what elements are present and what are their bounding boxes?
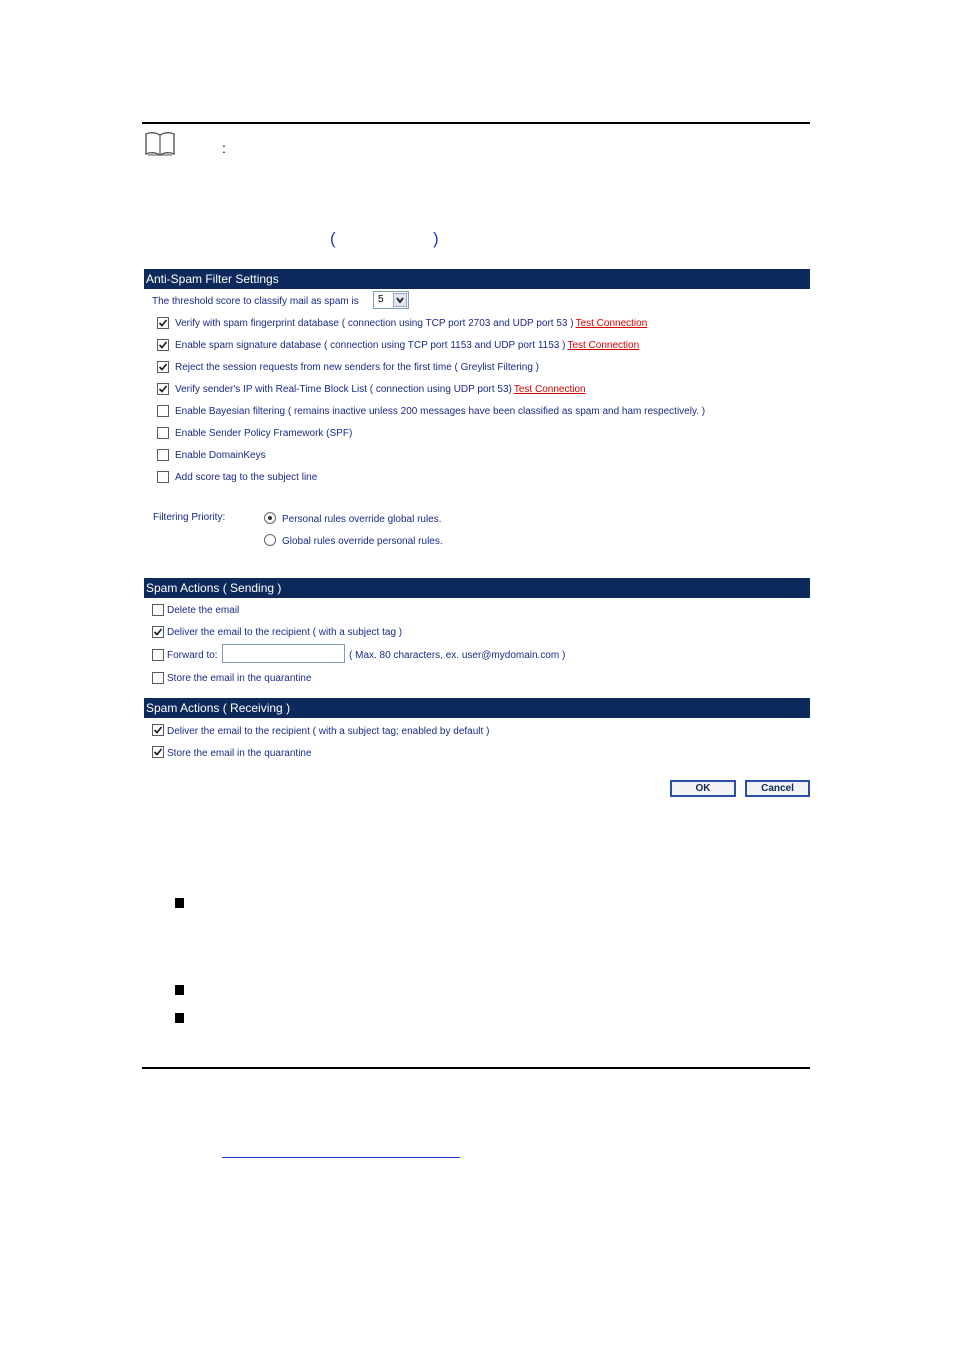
filter-option-text: Reject the session requests from new senders for the first time ( Greylist Filtering ) bbox=[175, 362, 540, 373]
chevron-down-icon[interactable] bbox=[393, 293, 407, 307]
delete-email-label: Delete the email bbox=[167, 605, 240, 616]
paren-close: ) bbox=[433, 229, 439, 248]
checkmark-icon bbox=[153, 747, 163, 757]
filter-option-text: Add score tag to the subject line bbox=[175, 472, 318, 483]
note-colon: : bbox=[222, 140, 226, 156]
checkmark-icon bbox=[158, 384, 168, 394]
filter-option-checkbox[interactable] bbox=[157, 383, 169, 395]
forward-checkbox[interactable] bbox=[152, 649, 164, 661]
bullet-marker bbox=[175, 1013, 184, 1023]
checkmark-icon bbox=[158, 318, 168, 328]
priority-option-label: Personal rules override global rules. bbox=[282, 514, 442, 525]
receiving-deliver-label: Deliver the email to the recipient ( with a subject tag; enabled by default ) bbox=[167, 726, 490, 737]
footer-underline bbox=[222, 1157, 460, 1158]
sending-actions-header: Spam Actions ( Sending ) bbox=[144, 578, 810, 598]
checkmark-icon bbox=[158, 362, 168, 372]
filter-option-text: Verify with spam fingerprint database ( connection using TCP port 2703 and UDP port 53 ) bbox=[175, 318, 574, 329]
filter-option-label bbox=[175, 472, 317, 484]
checkmark-icon bbox=[158, 340, 168, 350]
threshold-label: The threshold score to classify mail as spam is bbox=[152, 296, 359, 307]
filter-option-text: Enable Sender Policy Framework (SPF) bbox=[175, 428, 353, 439]
deliver-email-label: Deliver the email to the recipient ( with a subject tag ) bbox=[167, 627, 403, 638]
filter-option-text: Enable Bayesian filtering ( remains inactive unless 200 messages have been classified as spam and ham respectively. ) bbox=[175, 406, 706, 417]
filter-option-checkbox[interactable] bbox=[157, 405, 169, 417]
filter-option-text: Enable spam signature database ( connection using TCP port 1153 and UDP port 1153 ) bbox=[175, 340, 566, 351]
deliver-email-checkbox[interactable] bbox=[152, 626, 164, 638]
receiving-store-checkbox[interactable] bbox=[152, 746, 164, 758]
threshold-value: 5 bbox=[378, 294, 384, 305]
paren-open: ( bbox=[330, 229, 336, 248]
filter-settings-header: Anti-Spam Filter Settings bbox=[144, 269, 810, 289]
forward-address-input[interactable] bbox=[222, 644, 345, 663]
filter-option-label bbox=[175, 450, 266, 462]
store-quarantine-checkbox[interactable] bbox=[152, 672, 164, 684]
forward-label: Forward to: bbox=[167, 650, 218, 661]
radio-dot bbox=[268, 516, 272, 520]
bullet-marker bbox=[175, 985, 184, 995]
receiving-store-label: Store the email in the quarantine bbox=[167, 748, 312, 759]
delete-email-checkbox[interactable] bbox=[152, 604, 164, 616]
test-connection-link[interactable]: Test Connection bbox=[575, 318, 648, 329]
filtering-priority-label: Filtering Priority: bbox=[153, 512, 226, 523]
filter-option-checkbox[interactable] bbox=[157, 449, 169, 461]
receiving-actions-header: Spam Actions ( Receiving ) bbox=[144, 698, 810, 718]
filter-option-label bbox=[175, 340, 639, 352]
filter-option-checkbox[interactable] bbox=[157, 471, 169, 483]
filter-option-label bbox=[175, 384, 586, 396]
filter-option-checkbox[interactable] bbox=[157, 317, 169, 329]
priority-radio[interactable] bbox=[264, 534, 276, 546]
book-icon bbox=[144, 131, 176, 157]
checkmark-icon bbox=[153, 725, 163, 735]
filter-option-checkbox[interactable] bbox=[157, 427, 169, 439]
receiving-deliver-checkbox[interactable] bbox=[152, 724, 164, 736]
filter-option-checkbox[interactable] bbox=[157, 339, 169, 351]
forward-hint: ( Max. 80 characters, ex. user@mydomain.com ) bbox=[349, 650, 566, 661]
bullet-marker bbox=[175, 898, 184, 908]
filter-option-label bbox=[175, 362, 539, 374]
filter-option-label bbox=[175, 428, 352, 440]
store-quarantine-label: Store the email in the quarantine bbox=[167, 673, 312, 684]
test-connection-link[interactable]: Test Connection bbox=[513, 384, 586, 395]
filter-option-text: Enable DomainKeys bbox=[175, 450, 266, 461]
cancel-button[interactable]: Cancel bbox=[745, 780, 810, 797]
ok-button[interactable]: OK bbox=[670, 780, 736, 797]
priority-option-label: Global rules override personal rules. bbox=[282, 536, 443, 547]
bottom-divider bbox=[142, 1067, 810, 1069]
test-connection-link[interactable]: Test Connection bbox=[567, 340, 640, 351]
top-divider bbox=[142, 122, 810, 124]
checkmark-icon bbox=[153, 627, 163, 637]
filter-option-label bbox=[175, 318, 647, 330]
filter-option-checkbox[interactable] bbox=[157, 361, 169, 373]
filter-option-text: Verify sender's IP with Real-Time Block List ( connection using UDP port 53) bbox=[175, 384, 512, 395]
threshold-select[interactable] bbox=[373, 291, 409, 309]
filter-option-label bbox=[175, 406, 705, 418]
priority-radio[interactable] bbox=[264, 512, 276, 524]
